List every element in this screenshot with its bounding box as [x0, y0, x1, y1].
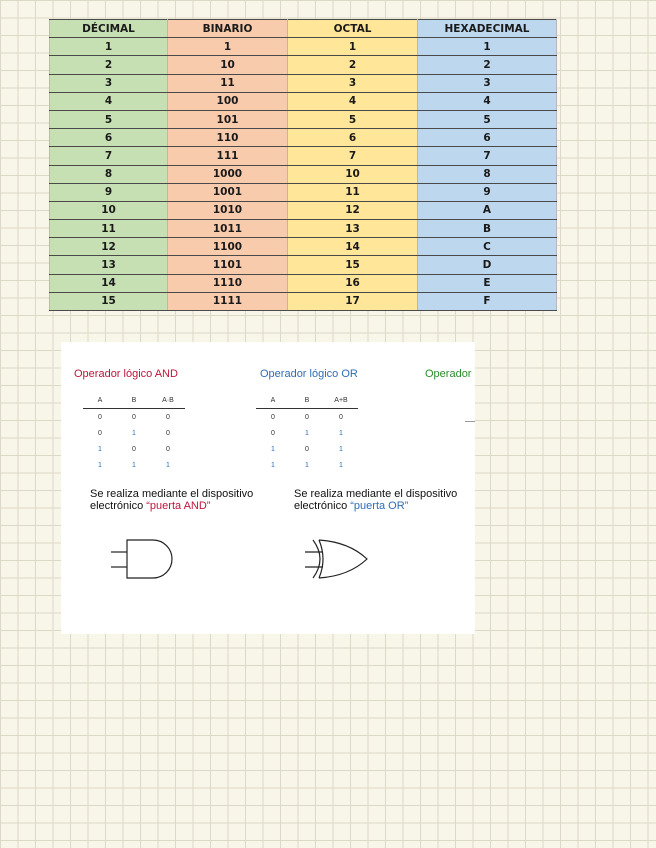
decimal-cell: 11 — [50, 220, 168, 238]
table-row — [50, 256, 557, 274]
and-truth-row — [83, 441, 185, 457]
or-truth-body — [256, 409, 358, 474]
or-truth-row — [256, 409, 358, 426]
and-note-highlight: “puerta AND” — [146, 500, 211, 512]
binary-cell: 1011 — [168, 220, 288, 238]
or-note-text: Se realiza mediante el dispositivo electrónico — [294, 488, 458, 512]
hex-cell: B — [418, 220, 557, 238]
and-truth-cell: 1 — [98, 461, 102, 469]
and-truth-cell: 1 — [166, 461, 170, 469]
cropped-table-line — [465, 421, 475, 422]
table-header-row — [50, 20, 557, 38]
hex-cell: 1 — [418, 38, 557, 56]
binary-cell: 1010 — [168, 201, 288, 219]
hex-cell: D — [418, 256, 557, 274]
hex-cell: 7 — [418, 147, 557, 165]
and-header-result: A·B — [151, 392, 185, 409]
octal-cell: 10 — [288, 165, 418, 183]
hex-cell: 9 — [418, 183, 557, 201]
and-truth-cell: 0 — [132, 413, 136, 421]
or-truth-row — [256, 441, 358, 457]
decimal-cell: 13 — [50, 256, 168, 274]
binary-cell: 1101 — [168, 256, 288, 274]
decimal-cell: 12 — [50, 238, 168, 256]
and-truth-cell: 0 — [132, 445, 136, 453]
octal-cell: 7 — [288, 147, 418, 165]
header-binary: BINARIO — [168, 20, 288, 38]
decimal-cell: 14 — [50, 274, 168, 292]
or-truth-cell: 0 — [305, 413, 309, 421]
header-decimal: DÉCIMAL — [50, 20, 168, 38]
and-truth-cell: 1 — [132, 461, 136, 469]
and-truth-cell: 0 — [166, 413, 170, 421]
and-truth-row — [83, 425, 185, 441]
binary-cell: 10 — [168, 56, 288, 74]
binary-cell: 1000 — [168, 165, 288, 183]
or-header-b: B — [290, 392, 324, 409]
table-row — [50, 147, 557, 165]
hex-cell: E — [418, 274, 557, 292]
and-truth-cell: 0 — [166, 445, 170, 453]
hex-cell: F — [418, 292, 557, 310]
and-truth-cell: 1 — [98, 445, 102, 453]
or-truth-row — [256, 425, 358, 441]
and-truth-cell: 1 — [132, 429, 136, 437]
octal-cell: 4 — [288, 92, 418, 110]
hex-cell: C — [418, 238, 557, 256]
decimal-cell: 7 — [50, 147, 168, 165]
octal-cell: 3 — [288, 74, 418, 92]
octal-cell: 2 — [288, 56, 418, 74]
table-row — [50, 201, 557, 219]
binary-cell: 1100 — [168, 238, 288, 256]
and-truth-cell: 0 — [98, 429, 102, 437]
table-row — [50, 110, 557, 128]
binary-cell: 1 — [168, 38, 288, 56]
octal-cell: 17 — [288, 292, 418, 310]
or-gate-note — [294, 488, 469, 512]
or-header-a: A — [256, 392, 290, 409]
and-truth-row — [83, 457, 185, 473]
octal-cell: 13 — [288, 220, 418, 238]
octal-cell: 11 — [288, 183, 418, 201]
table-row — [50, 165, 557, 183]
third-operator-title: Operador — [425, 368, 472, 380]
or-gate-icon — [303, 538, 375, 582]
or-truth-cell: 1 — [271, 445, 275, 453]
and-note-text: Se realiza mediante el dispositivo electrónico — [90, 488, 254, 512]
and-gate-icon — [109, 538, 181, 582]
decimal-cell: 5 — [50, 110, 168, 128]
table-row — [50, 74, 557, 92]
decimal-cell: 15 — [50, 292, 168, 310]
table-row — [50, 38, 557, 56]
binary-cell: 101 — [168, 110, 288, 128]
table-row — [50, 183, 557, 201]
binary-cell: 1001 — [168, 183, 288, 201]
or-truth-cell: 1 — [339, 429, 343, 437]
decimal-cell: 2 — [50, 56, 168, 74]
or-truth-cell: 0 — [271, 413, 275, 421]
hex-cell: A — [418, 201, 557, 219]
table-row — [50, 92, 557, 110]
or-truth-cell: 1 — [339, 461, 343, 469]
and-truth-table — [83, 392, 185, 473]
octal-cell: 14 — [288, 238, 418, 256]
or-truth-cell: 1 — [305, 461, 309, 469]
decimal-cell: 9 — [50, 183, 168, 201]
decimal-cell: 8 — [50, 165, 168, 183]
hex-cell: 8 — [418, 165, 557, 183]
hex-cell: 4 — [418, 92, 557, 110]
and-gate-note — [90, 488, 260, 512]
decimal-cell: 1 — [50, 38, 168, 56]
binary-cell: 110 — [168, 129, 288, 147]
table-body — [50, 38, 557, 311]
and-header-a: A — [83, 392, 117, 409]
hex-cell: 6 — [418, 129, 557, 147]
binary-cell: 111 — [168, 147, 288, 165]
decimal-cell: 10 — [50, 201, 168, 219]
and-operator-title: Operador lógico AND — [74, 368, 178, 380]
hex-cell: 2 — [418, 56, 557, 74]
hex-cell: 5 — [418, 110, 557, 128]
decimal-cell: 6 — [50, 129, 168, 147]
or-truth-table — [256, 392, 358, 473]
logic-operators-panel — [61, 342, 475, 634]
binary-cell: 1110 — [168, 274, 288, 292]
or-truth-cell: 1 — [339, 445, 343, 453]
table-row — [50, 292, 557, 310]
octal-cell: 15 — [288, 256, 418, 274]
binary-cell: 11 — [168, 74, 288, 92]
or-truth-cell: 1 — [305, 429, 309, 437]
octal-cell: 16 — [288, 274, 418, 292]
or-operator-title: Operador lógico OR — [260, 368, 358, 380]
table-row — [50, 220, 557, 238]
binary-cell: 100 — [168, 92, 288, 110]
octal-cell: 12 — [288, 201, 418, 219]
and-header-b: B — [117, 392, 151, 409]
and-truth-cell: 0 — [166, 429, 170, 437]
decimal-cell: 4 — [50, 92, 168, 110]
decimal-cell: 3 — [50, 74, 168, 92]
or-truth-cell: 0 — [271, 429, 275, 437]
or-truth-cell: 0 — [305, 445, 309, 453]
octal-cell: 6 — [288, 129, 418, 147]
hex-cell: 3 — [418, 74, 557, 92]
or-truth-cell: 0 — [339, 413, 343, 421]
number-conversion-table — [49, 19, 557, 311]
header-hexadecimal: HEXADECIMAL — [418, 20, 557, 38]
and-truth-body — [83, 409, 185, 474]
table-row — [50, 238, 557, 256]
or-note-highlight: “puerta OR” — [350, 500, 409, 512]
and-truth-row — [83, 409, 185, 426]
header-octal: OCTAL — [288, 20, 418, 38]
or-truth-cell: 1 — [271, 461, 275, 469]
octal-cell: 1 — [288, 38, 418, 56]
table-row — [50, 129, 557, 147]
or-truth-row — [256, 457, 358, 473]
or-header-result: A+B — [324, 392, 358, 409]
and-truth-cell: 0 — [98, 413, 102, 421]
binary-cell: 1111 — [168, 292, 288, 310]
table-row — [50, 274, 557, 292]
octal-cell: 5 — [288, 110, 418, 128]
table-row — [50, 56, 557, 74]
